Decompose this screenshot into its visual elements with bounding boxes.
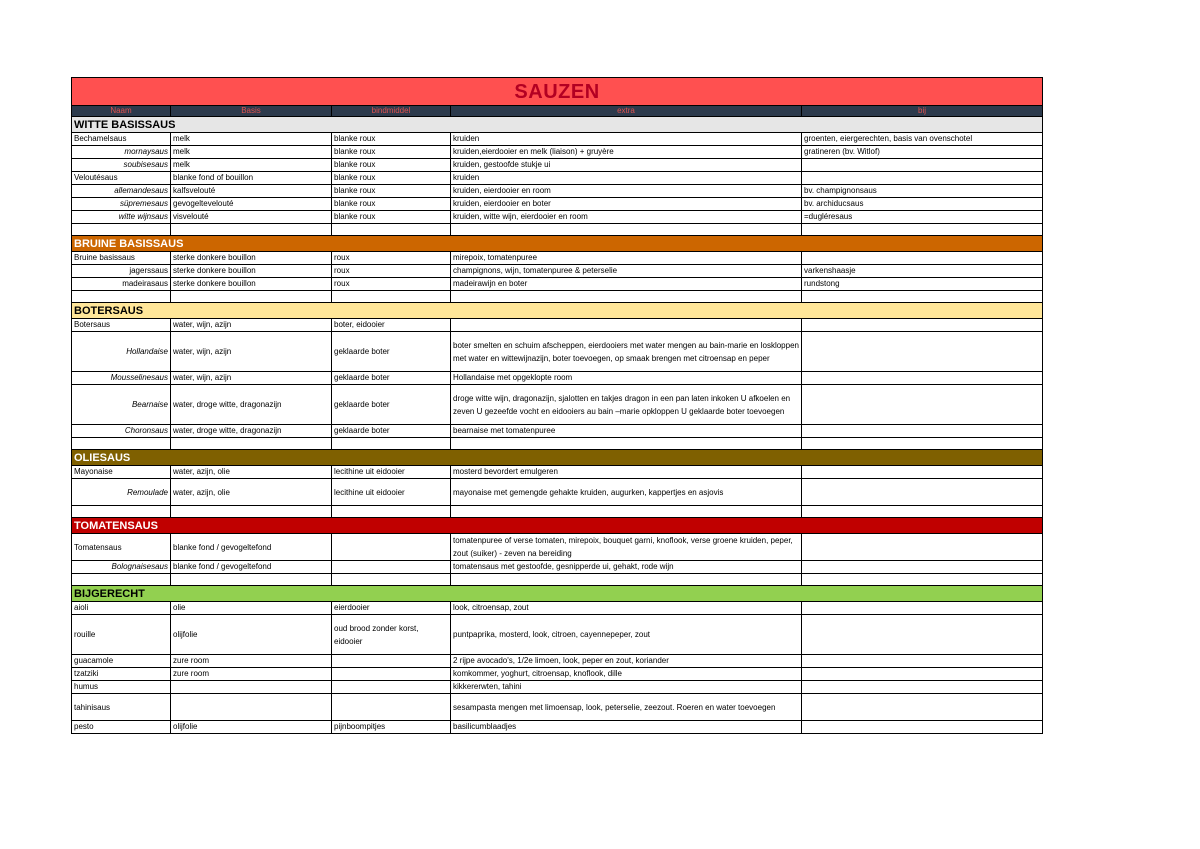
cell-bij (802, 159, 1043, 172)
cell-basis: kalfsvelouté (171, 185, 332, 198)
cell-basis: olijfolie (171, 615, 332, 655)
cell-bindmiddel: geklaarde boter (332, 372, 451, 385)
cell-extra: puntpaprika, mosterd, look, citroen, cayennepeper, zout (451, 615, 802, 655)
table-row (72, 172, 1043, 185)
table-row (72, 466, 1043, 479)
cell-extra (451, 574, 802, 586)
blank-row (72, 574, 1043, 586)
table-row (72, 146, 1043, 159)
cell-bindmiddel (332, 534, 451, 561)
cell-bij (802, 466, 1043, 479)
table-row (72, 655, 1043, 668)
cell-extra: droge witte wijn, dragonazijn, sjalotten en takjes dragon in een pan laten inkoken U afkoelen en zeven U gezeefde vocht en eidooiers au bain –marie opkloppen U geklaarde boter toevoegen (451, 385, 802, 425)
cell-naam: Choronsaus (72, 425, 171, 438)
table-row (72, 319, 1043, 332)
cell-extra (451, 319, 802, 332)
cell-bindmiddel: geklaarde boter (332, 332, 451, 372)
header-naam: Naam (72, 106, 171, 117)
cell-naam: tzatziki (72, 668, 171, 681)
cell-basis: blanke fond / gevogeltefond (171, 561, 332, 574)
cell-basis: melk (171, 159, 332, 172)
section-header-row (72, 450, 1043, 466)
cell-bindmiddel: roux (332, 278, 451, 291)
cell-naam: jagerssaus (72, 265, 171, 278)
cell-bij (802, 372, 1043, 385)
cell-basis: gevogeltevelouté (171, 198, 332, 211)
cell-naam (72, 506, 171, 518)
cell-bindmiddel (332, 694, 451, 721)
cell-bij (802, 319, 1043, 332)
section-header-row (72, 518, 1043, 534)
table-row (72, 385, 1043, 425)
cell-bindmiddel: geklaarde boter (332, 385, 451, 425)
cell-basis (171, 574, 332, 586)
cell-naam: Mayonaise (72, 466, 171, 479)
blank-row (72, 224, 1043, 236)
cell-naam (72, 291, 171, 303)
table-row (72, 133, 1043, 146)
cell-basis: zure room (171, 668, 332, 681)
section-title: OLIESAUS (72, 450, 1043, 466)
cell-bij (802, 425, 1043, 438)
cell-bindmiddel: blanke roux (332, 172, 451, 185)
cell-bindmiddel (332, 681, 451, 694)
cell-bij (802, 694, 1043, 721)
cell-naam: Hollandaise (72, 332, 171, 372)
cell-bij (802, 224, 1043, 236)
cell-naam: Bechamelsaus (72, 133, 171, 146)
table-row (72, 479, 1043, 506)
cell-naam: Tomatensaus (72, 534, 171, 561)
table-row (72, 211, 1043, 224)
cell-extra: kruiden, eierdooier en boter (451, 198, 802, 211)
cell-bindmiddel: lecithine uit eidooier (332, 479, 451, 506)
section-header-row (72, 236, 1043, 252)
table-row (72, 681, 1043, 694)
cell-basis (171, 506, 332, 518)
cell-bindmiddel: geklaarde boter (332, 425, 451, 438)
cell-extra (451, 438, 802, 450)
cell-basis: water, wijn, azijn (171, 372, 332, 385)
header-extra: extra (451, 106, 802, 117)
cell-extra: mirepoix, tomatenpuree (451, 252, 802, 265)
cell-bij (802, 574, 1043, 586)
section-title: WITTE BASISSAUS (72, 117, 1043, 133)
cell-bindmiddel: blanke roux (332, 159, 451, 172)
cell-extra: champignons, wijn, tomatenpuree & peterselie (451, 265, 802, 278)
cell-naam: madeirasaus (72, 278, 171, 291)
cell-naam: Botersaus (72, 319, 171, 332)
title-row (72, 78, 1043, 106)
section-title: BIJGERECHT (72, 586, 1043, 602)
cell-basis (171, 438, 332, 450)
table-row (72, 159, 1043, 172)
cell-extra (451, 291, 802, 303)
cell-basis: water, wijn, azijn (171, 332, 332, 372)
cell-extra (451, 506, 802, 518)
table-row (72, 602, 1043, 615)
cell-basis: olijfolie (171, 721, 332, 734)
cell-naam: pesto (72, 721, 171, 734)
table-row (72, 185, 1043, 198)
table-row (72, 721, 1043, 734)
section-header-row (72, 117, 1043, 133)
cell-bij (802, 534, 1043, 561)
section-title: BOTERSAUS (72, 303, 1043, 319)
cell-bij (802, 506, 1043, 518)
cell-bij (802, 655, 1043, 668)
cell-extra (451, 224, 802, 236)
cell-bindmiddel (332, 668, 451, 681)
cell-bij (802, 561, 1043, 574)
cell-bindmiddel: roux (332, 265, 451, 278)
cell-naam: rouille (72, 615, 171, 655)
cell-bindmiddel (332, 561, 451, 574)
cell-naam: tahinisaus (72, 694, 171, 721)
table-row (72, 265, 1043, 278)
cell-extra: 2 rijpe avocado's, 1/2e limoen, look, peper en zout, koriander (451, 655, 802, 668)
section-header-row (72, 586, 1043, 602)
cell-naam: Bolognaisesaus (72, 561, 171, 574)
cell-basis: melk (171, 133, 332, 146)
cell-extra: look, citroensap, zout (451, 602, 802, 615)
cell-bij (802, 252, 1043, 265)
cell-naam: Bruine basissaus (72, 252, 171, 265)
cell-bij (802, 721, 1043, 734)
cell-extra: sesampasta mengen met limoensap, look, peterselie, zeezout. Roeren en water toevoegen (451, 694, 802, 721)
table-row (72, 425, 1043, 438)
cell-bij (802, 332, 1043, 372)
cell-bindmiddel (332, 655, 451, 668)
table-row (72, 668, 1043, 681)
cell-extra: komkommer, yoghurt, citroensap, knoflook, dille (451, 668, 802, 681)
cell-extra: bearnaise met tomatenpuree (451, 425, 802, 438)
cell-extra: mosterd bevordert emulgeren (451, 466, 802, 479)
cell-bindmiddel (332, 291, 451, 303)
cell-bij: rundstong (802, 278, 1043, 291)
cell-basis: water, azijn, olie (171, 466, 332, 479)
cell-bij (802, 615, 1043, 655)
cell-bij: bv. champignonsaus (802, 185, 1043, 198)
cell-extra: kruiden, eierdooier en room (451, 185, 802, 198)
cell-bindmiddel: blanke roux (332, 198, 451, 211)
sauzen-sheet (71, 77, 1042, 734)
cell-naam: allemandesaus (72, 185, 171, 198)
cell-bindmiddel: blanke roux (332, 185, 451, 198)
cell-naam (72, 574, 171, 586)
table-row (72, 694, 1043, 721)
cell-bij (802, 385, 1043, 425)
cell-basis: sterke donkere bouillon (171, 265, 332, 278)
blank-row (72, 438, 1043, 450)
cell-bij (802, 668, 1043, 681)
cell-basis (171, 694, 332, 721)
cell-bindmiddel (332, 438, 451, 450)
cell-basis: melk (171, 146, 332, 159)
cell-bindmiddel (332, 574, 451, 586)
cell-bij: varkenshaasje (802, 265, 1043, 278)
cell-bij: gratineren (bv. Witlof) (802, 146, 1043, 159)
section-title: BRUINE BASISSAUS (72, 236, 1043, 252)
section-header-row (72, 303, 1043, 319)
cell-basis (171, 291, 332, 303)
table-row (72, 332, 1043, 372)
cell-naam (72, 224, 171, 236)
cell-naam: süpremesaus (72, 198, 171, 211)
blank-row (72, 506, 1043, 518)
table-row (72, 372, 1043, 385)
table-row (72, 534, 1043, 561)
cell-bij (802, 681, 1043, 694)
cell-extra: madeirawijn en boter (451, 278, 802, 291)
cell-naam (72, 438, 171, 450)
table-row (72, 278, 1043, 291)
cell-basis: water, azijn, olie (171, 479, 332, 506)
cell-naam: humus (72, 681, 171, 694)
cell-basis: blanke fond of bouillon (171, 172, 332, 185)
cell-bindmiddel: blanke roux (332, 133, 451, 146)
cell-bindmiddel: pijnboompitjes (332, 721, 451, 734)
cell-bij (802, 172, 1043, 185)
table-row (72, 198, 1043, 211)
cell-bindmiddel: blanke roux (332, 146, 451, 159)
cell-extra: kruiden (451, 133, 802, 146)
cell-extra: kruiden, witte wijn, eierdooier en room (451, 211, 802, 224)
cell-bindmiddel (332, 224, 451, 236)
header-row (72, 106, 1043, 117)
cell-extra: kikkererwten, tahini (451, 681, 802, 694)
cell-bindmiddel: oud brood zonder korst, eidooier (332, 615, 451, 655)
cell-bindmiddel: roux (332, 252, 451, 265)
blank-row (72, 291, 1043, 303)
cell-bindmiddel: boter, eidooier (332, 319, 451, 332)
cell-extra: kruiden, gestoofde stukje ui (451, 159, 802, 172)
sheet-title: SAUZEN (72, 78, 1043, 106)
cell-extra: basilicumblaadjes (451, 721, 802, 734)
cell-bij (802, 479, 1043, 506)
table-row (72, 252, 1043, 265)
cell-basis: water, wijn, azijn (171, 319, 332, 332)
cell-basis: sterke donkere bouillon (171, 278, 332, 291)
cell-naam: mornaysaus (72, 146, 171, 159)
cell-extra: tomatensaus met gestoofde, gesnipperde ui, gehakt, rode wijn (451, 561, 802, 574)
cell-naam: Bearnaise (72, 385, 171, 425)
cell-basis: visvelouté (171, 211, 332, 224)
cell-extra: mayonaise met gemengde gehakte kruiden, augurken, kappertjes en asjovis (451, 479, 802, 506)
cell-bij: bv. archiducsaus (802, 198, 1043, 211)
cell-basis: water, droge witte, dragonazijn (171, 425, 332, 438)
table-row (72, 561, 1043, 574)
cell-naam: Remoulade (72, 479, 171, 506)
header-bij: bij (802, 106, 1043, 117)
cell-bij (802, 438, 1043, 450)
cell-extra: kruiden (451, 172, 802, 185)
header-bindmiddel: bindmiddel (332, 106, 451, 117)
sauzen-table (71, 77, 1043, 734)
cell-bindmiddel: lecithine uit eidooier (332, 466, 451, 479)
cell-basis: zure room (171, 655, 332, 668)
cell-bij (802, 291, 1043, 303)
cell-bij: =dugléresaus (802, 211, 1043, 224)
cell-basis: olie (171, 602, 332, 615)
section-title: TOMATENSAUS (72, 518, 1043, 534)
cell-basis: water, droge witte, dragonazijn (171, 385, 332, 425)
cell-naam: guacamole (72, 655, 171, 668)
cell-extra: kruiden,eierdooier en melk (liaison) + gruyère (451, 146, 802, 159)
cell-naam: soubisesaus (72, 159, 171, 172)
cell-bij (802, 602, 1043, 615)
cell-basis (171, 224, 332, 236)
cell-naam: witte wijnsaus (72, 211, 171, 224)
cell-naam: Veloutésaus (72, 172, 171, 185)
cell-basis: sterke donkere bouillon (171, 252, 332, 265)
cell-bindmiddel (332, 506, 451, 518)
cell-naam: aioli (72, 602, 171, 615)
header-basis: Basis (171, 106, 332, 117)
cell-extra: tomatenpuree of verse tomaten, mirepoix, bouquet garni, knoflook, verse groene kruiden, peper, zout (suiker) - zeven na bereiding (451, 534, 802, 561)
cell-bindmiddel: blanke roux (332, 211, 451, 224)
cell-basis: blanke fond / gevogeltefond (171, 534, 332, 561)
table-row (72, 615, 1043, 655)
cell-basis (171, 681, 332, 694)
table-body (72, 78, 1043, 734)
cell-extra: Hollandaise met opgeklopte room (451, 372, 802, 385)
cell-naam: Mousselinesaus (72, 372, 171, 385)
cell-extra: boter smelten en schuim afscheppen, eierdooiers met water mengen au bain-marie en loskloppen met water en wittewijnazijn, boter toevoegen, op smaak brengen met citroensap en peper (451, 332, 802, 372)
cell-bij: groenten, eiergerechten, basis van ovenschotel (802, 133, 1043, 146)
cell-bindmiddel: eierdooier (332, 602, 451, 615)
